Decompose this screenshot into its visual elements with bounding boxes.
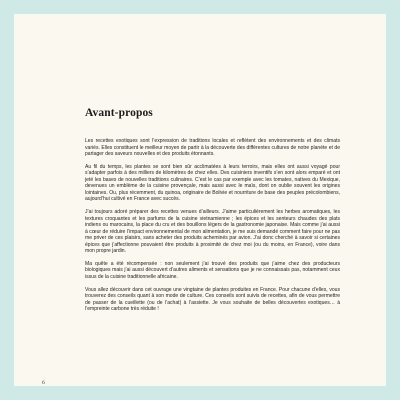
paragraph-5: Vous allez découvrir dans cet ouvrage une vingtaine de plantes produites en France. Pour chacune d’elles, vous trouverez des conseils quant à son mode de culture. Ces conseils sont suivis de recettes, afin de vous permettre de passer de la cueillette (ou de l’achat) à l’assiette. Je vous souhaite de belles découvertes exotiques… à l’empreinte carbone très réduite ! <box>85 286 340 313</box>
paragraph-4: Ma quête a été récompensée : non seulement j’ai trouvé des produits que j’aime chez des producteurs biologiques mais j’ai aussi découvert d’autres aliments et sensations que je ne connaissais pas, notamment ceux issus de la cuisine traditionnelle africaine. <box>85 260 340 280</box>
paragraph-1: Les recettes exotiques sont l’expression de traditions locales et reflètent des environnements et des climats variés. Elles constituent le meilleur moyen de partir à la découverte des différentes cultures de notre planète et de partager des saveurs nouvelles et des produits étonnants. <box>85 138 340 157</box>
book-page <box>14 14 386 386</box>
paragraph-3: J’ai toujours adoré préparer des recettes venues d’ailleurs. J’aime particulièrement les herbes aromatiques, les textures croquantes et les parfums de la cuisine vietnamienne ; les épices et les senteurs chaudes des plats indiens ou marocains, la place du cru et des bouillons légers de la gastronomie japonaise. Mais comme j’ai aussi à cœur de réduire l’impact environnemental de mon alimentation, je me suis demandé comment faire pour ne pas me priver de ces plaisirs, sans acheter des produits acheminés par avion. J’ai donc cherché à savoir si certaines épices que j’affectionne pouvaient être produits à proximité de chez moi (ou du moins, en France), voire dans mon propre jardin. <box>85 209 340 255</box>
page-number: 6 <box>42 380 45 386</box>
paragraph-2: Au fil du temps, les plantes se sont bien sûr acclimatées à leurs terroirs, mais elles ont aussi voyagé pour s’adapter parfois à des milliers de kilomètres de chez elles. Des cuisiniers inventifs s’en sont alors emparé et ont jeté les bases de nouvelles traditions culinaires. C’est le cas par exemple avec les tomates, natives du Mexique, devenues un emblème de la cuisine provençale, mais aussi avec le maïs, dont on oublie souvent les origines lointaines. Ou, plus récemment, du quinoa, originaire de Bolivie et nourriture de base des peuples précolombiens, aujourd’hui cultivé en France avec succès. <box>85 163 340 203</box>
page-body <box>85 138 340 319</box>
page-title: Avant-propos <box>85 107 153 119</box>
